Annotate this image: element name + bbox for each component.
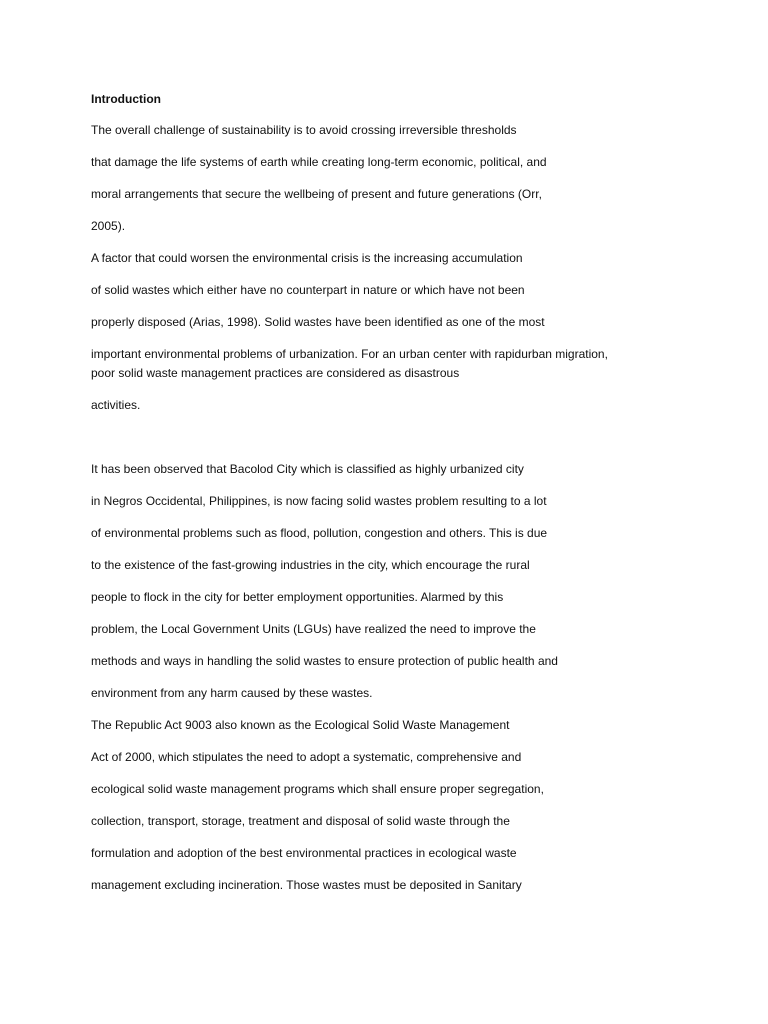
body-text-line: in Negros Occidental, Philippines, is now facing solid wastes problem resulting to a lot [91, 494, 547, 508]
body-text-line: formulation and adoption of the best environmental practices in ecological waste [91, 846, 517, 860]
body-text-line: collection, transport, storage, treatment and disposal of solid waste through the [91, 814, 510, 828]
body-text-line: Act of 2000, which stipulates the need to adopt a systematic, comprehensive and [91, 750, 522, 764]
body-text-line: A factor that could worsen the environmental crisis is the increasing accumulation [91, 251, 523, 265]
body-text-line: ecological solid waste management programs which shall ensure proper segregation, [91, 782, 544, 796]
section-heading: Introduction [91, 92, 161, 106]
body-text-line: of solid wastes which either have no counterpart in nature or which have not been [91, 283, 525, 297]
body-text-line: that damage the life systems of earth while creating long-term economic, political, and [91, 155, 547, 169]
body-text-line: The Republic Act 9003 also known as the Ecological Solid Waste Management [91, 718, 510, 732]
body-text-line: moral arrangements that secure the wellbeing of present and future generations (Orr, [91, 187, 542, 201]
body-text-line: problem, the Local Government Units (LGUs) have realized the need to improve the [91, 622, 536, 636]
body-text-line: management excluding incineration. Those wastes must be deposited in Sanitary [91, 878, 522, 892]
body-text-line: environment from any harm caused by these wastes. [91, 686, 373, 700]
body-text-line: methods and ways in handling the solid wastes to ensure protection of public health and [91, 654, 558, 668]
body-text-line: people to flock in the city for better employment opportunities. Alarmed by this [91, 590, 504, 604]
body-text-line: important environmental problems of urbanization. For an urban center with rapidurban migration, [91, 347, 608, 361]
body-text-line: to the existence of the fast-growing industries in the city, which encourage the rural [91, 558, 530, 572]
body-text-line: The overall challenge of sustainability is to avoid crossing irreversible thresholds [91, 123, 517, 137]
body-text-line: 2005). [91, 219, 126, 233]
body-text-line: properly disposed (Arias, 1998). Solid wastes have been identified as one of the most [91, 315, 545, 329]
body-text-line: of environmental problems such as flood, pollution, congestion and others. This is due [91, 526, 548, 540]
body-text-line: activities. [91, 398, 141, 412]
body-text-line: It has been observed that Bacolod City which is classified as highly urbanized city [91, 462, 524, 476]
body-text-line: poor solid waste management practices are considered as disastrous [91, 366, 460, 380]
